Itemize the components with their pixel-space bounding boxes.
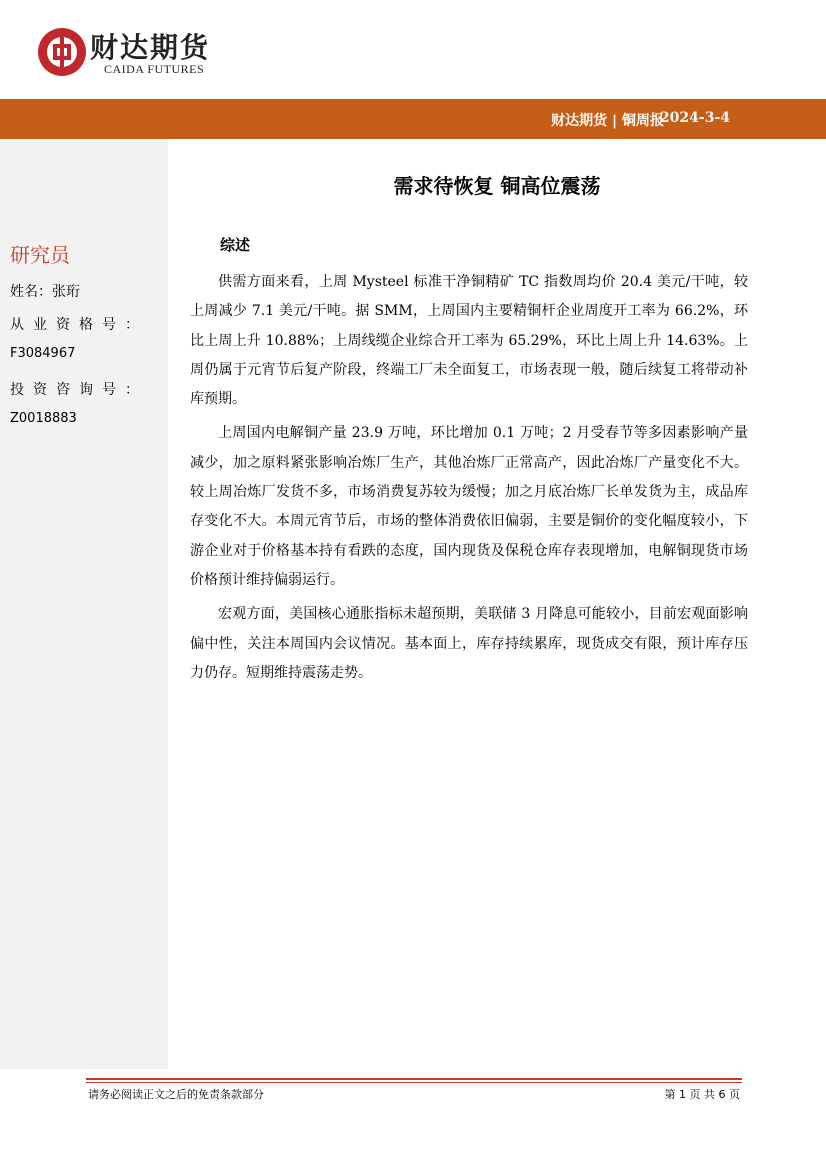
investment-consult-number: Z0018883 bbox=[10, 411, 77, 426]
header-band bbox=[0, 99, 826, 139]
footer-divider-thin bbox=[86, 1082, 742, 1083]
report-series: 财达期货 | 铜周报 bbox=[551, 113, 664, 129]
section-heading: 综述 bbox=[220, 236, 251, 254]
logo-emblem-icon bbox=[36, 26, 88, 78]
footer-divider bbox=[86, 1078, 742, 1080]
qualification-label: 从业资格号： bbox=[10, 317, 148, 333]
report-title: 需求待恢复 铜高位震荡 bbox=[393, 174, 601, 198]
company-logo bbox=[36, 22, 236, 82]
logo-chinese-name: 财达期货 bbox=[90, 31, 211, 64]
page-number: 第 1 页 共 6 页 bbox=[664, 1088, 740, 1101]
researcher-heading: 研究员 bbox=[10, 243, 70, 267]
researcher-name: 姓名：张珩 bbox=[10, 284, 80, 300]
report-date: 2024-3-4 bbox=[659, 110, 730, 126]
logo-english-name: CAIDA FUTURES bbox=[104, 62, 205, 76]
paragraph-macro: 宏观方面，美国核心通胀指标未超预期，美联储 3 月降息可能较小，目前宏观面影响偏中性，关注本周国内会议情况。基本面上，库存持续累库，现货成交有限，预计库存压力仍存。短期维持震荡走势。 bbox=[190, 606, 748, 681]
disclaimer-note: 请务必阅读正文之后的免责条款部分 bbox=[88, 1088, 264, 1101]
investment-consult-label: 投资咨询号： bbox=[10, 382, 148, 398]
researcher-sidebar bbox=[0, 139, 168, 1069]
qualification-number: F3084967 bbox=[10, 346, 76, 361]
paragraph-production: 上周国内电解铜产量 23.9 万吨，环比增加 0.1 万吨；2 月受春节等多因素影响产量减少，加之原料紧张影响冶炼厂生产，其他冶炼厂正常高产，因此冶炼厂产量变化不大。较上周冶炼厂发货不多，市场消费复苏较为缓慢；加之月底冶炼厂长单发货为主，成品库存变化不大。本周元宵节后，市场的整体消费依旧偏弱，主要是铜价的变化幅度较小，下游企业对于价格基本持有看跌的态度，国内现货及保税仓库存表现增加，电解铜现货市场价格预计维持偏弱运行。 bbox=[190, 425, 748, 588]
article-body bbox=[190, 268, 748, 693]
paragraph-supply-demand: 供需方面来看，上周 Mysteel 标准干净铜精矿 TC 指数周均价 20.4 美元/干吨，较上周减少 7.1 美元/干吨。据 SMM，上周国内主要精铜杆企业周度开工率为 66.2%，环比上周上升 10.88%；上周线缆企业综合开工率为 65.29%，环比上周上升 14.63%。上周仍属于元宵节后复产阶段，终端工厂未全面复工，市场表现一般，随后续复工将带动补库预期。 bbox=[190, 274, 748, 408]
